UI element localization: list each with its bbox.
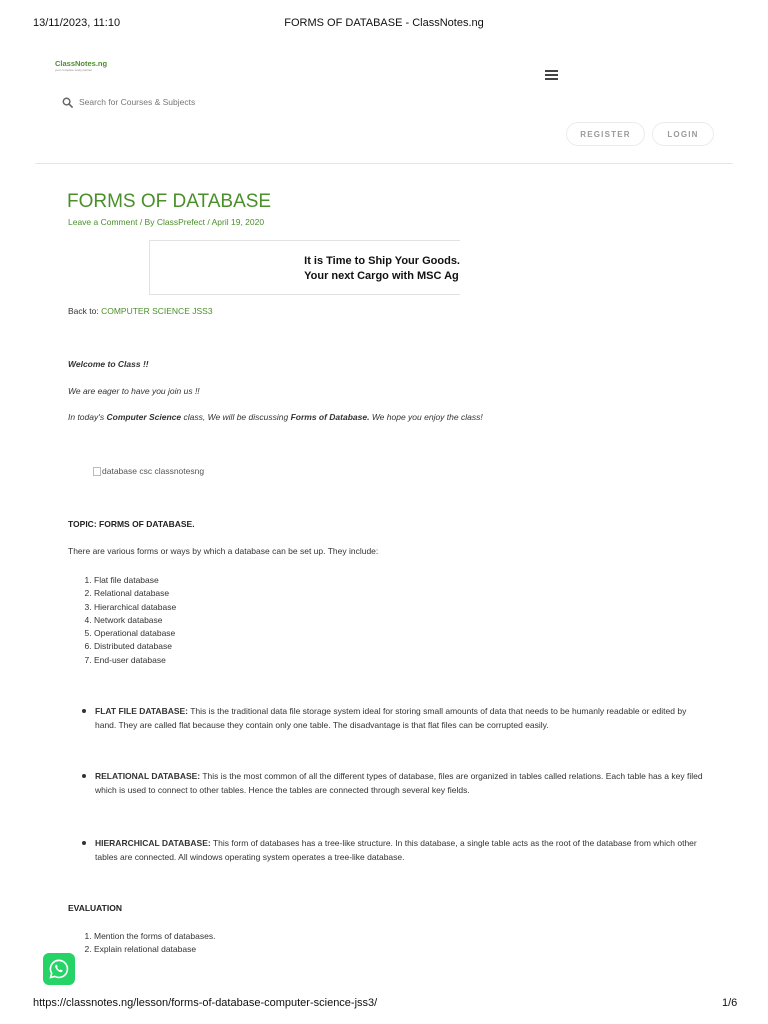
bullet-dot bbox=[82, 841, 86, 845]
lesson-image-placeholder bbox=[93, 466, 204, 476]
bullet-dot bbox=[82, 774, 86, 778]
list-item: 5. Operational database bbox=[94, 627, 176, 640]
logo-text: ClassNotes.ng bbox=[55, 59, 108, 68]
comment-link[interactable]: Leave a Comment bbox=[68, 217, 138, 227]
list-item: 2. Explain relational database bbox=[94, 943, 215, 956]
list-item: 1. Flat file database bbox=[94, 574, 176, 587]
search-bar[interactable] bbox=[62, 94, 322, 110]
search-icon bbox=[62, 97, 73, 108]
meta-separator: / By bbox=[137, 217, 157, 227]
print-page-title: FORMS OF DATABASE - ClassNotes.ng bbox=[284, 17, 484, 29]
post-date[interactable]: April 19, 2020 bbox=[211, 217, 265, 227]
back-prefix: Back to: bbox=[68, 306, 102, 316]
whatsapp-button[interactable] bbox=[43, 953, 75, 985]
author-link[interactable]: ClassPrefect bbox=[156, 217, 206, 227]
intro-subject: Computer Science bbox=[106, 412, 182, 422]
intro-topic: Forms of Database. bbox=[290, 412, 370, 422]
detail-text: This is the traditional data file storage system ideal for storing small amounts of data that needs to be humanly readable or edited by hand. They are called flat because they contain only one table. The disadvantage is that flat files can be corrupted easily. bbox=[95, 706, 687, 730]
detail-term: RELATIONAL DATABASE: bbox=[95, 771, 201, 781]
detail-flat-file bbox=[95, 704, 705, 732]
logo-tagline: your complete study partner bbox=[55, 68, 93, 72]
list-item: 2. Relational database bbox=[94, 587, 176, 600]
lead-paragraph: There are various forms or ways by which a database can be set up. They include: bbox=[68, 546, 379, 556]
login-button[interactable]: LOGIN bbox=[652, 122, 714, 146]
intro-text bbox=[68, 412, 483, 422]
search-input[interactable] bbox=[79, 97, 279, 107]
topic-heading: TOPIC: FORMS OF DATABASE. bbox=[68, 519, 195, 529]
ad-line-2: Your next Cargo with MSC Ag bbox=[304, 270, 459, 282]
back-to bbox=[68, 306, 213, 316]
print-url: https://classnotes.ng/lesson/forms-of-database-computer-science-jss3/ bbox=[33, 997, 378, 1009]
site-logo[interactable] bbox=[55, 60, 115, 72]
database-types-list bbox=[68, 574, 176, 667]
menu-icon[interactable] bbox=[545, 70, 558, 80]
bullet-dot bbox=[82, 709, 86, 713]
meta-separator: / bbox=[205, 217, 212, 227]
page-title: FORMS OF DATABASE bbox=[67, 191, 272, 212]
ad-banner[interactable] bbox=[149, 240, 460, 295]
detail-term: HIERARCHICAL DATABASE: bbox=[95, 838, 211, 848]
detail-text: This is the most common of all the different types of database, files are organized in tables called relations. Each table has a key filed which is used to connect to other tables. Hence the tables are connected through several key fields. bbox=[95, 771, 703, 795]
intro-part: In today's bbox=[68, 412, 107, 422]
list-item: 3. Hierarchical database bbox=[94, 601, 176, 614]
detail-hierarchical bbox=[95, 836, 705, 864]
list-item: 7. End-user database bbox=[94, 654, 176, 667]
post-meta bbox=[68, 217, 264, 227]
print-datetime: 13/11/2023, 11:10 bbox=[33, 17, 121, 29]
detail-term: FLAT FILE DATABASE: bbox=[95, 706, 189, 716]
header-divider bbox=[35, 163, 733, 164]
list-item: 6. Distributed database bbox=[94, 640, 176, 653]
list-item: 4. Network database bbox=[94, 614, 176, 627]
evaluation-list bbox=[68, 930, 215, 956]
intro-part: class, We will be discussing bbox=[181, 412, 291, 422]
broken-image-icon bbox=[93, 467, 101, 476]
evaluation-heading: EVALUATION bbox=[68, 903, 122, 913]
intro-part: We hope you enjoy the class! bbox=[369, 412, 483, 422]
ad-line-1: It is Time to Ship Your Goods. bbox=[304, 255, 460, 267]
whatsapp-icon bbox=[48, 958, 70, 980]
eager-text: We are eager to have you join us !! bbox=[68, 386, 200, 396]
print-page-number: 1/6 bbox=[722, 997, 738, 1009]
image-alt-text: database csc classnotesng bbox=[102, 466, 205, 476]
ad-text bbox=[304, 254, 460, 284]
detail-text: This form of databases has a tree-like structure. In this database, a single table acts as the root of the database from which other tables are connected. All windows operating system operates a tree-like database. bbox=[95, 838, 697, 862]
list-item: 1. Mention the forms of databases. bbox=[94, 930, 215, 943]
back-to-course-link[interactable]: COMPUTER SCIENCE JSS3 bbox=[101, 306, 213, 316]
welcome-text: Welcome to Class !! bbox=[68, 359, 149, 369]
detail-relational bbox=[95, 769, 705, 797]
register-button[interactable]: REGISTER bbox=[566, 122, 645, 146]
